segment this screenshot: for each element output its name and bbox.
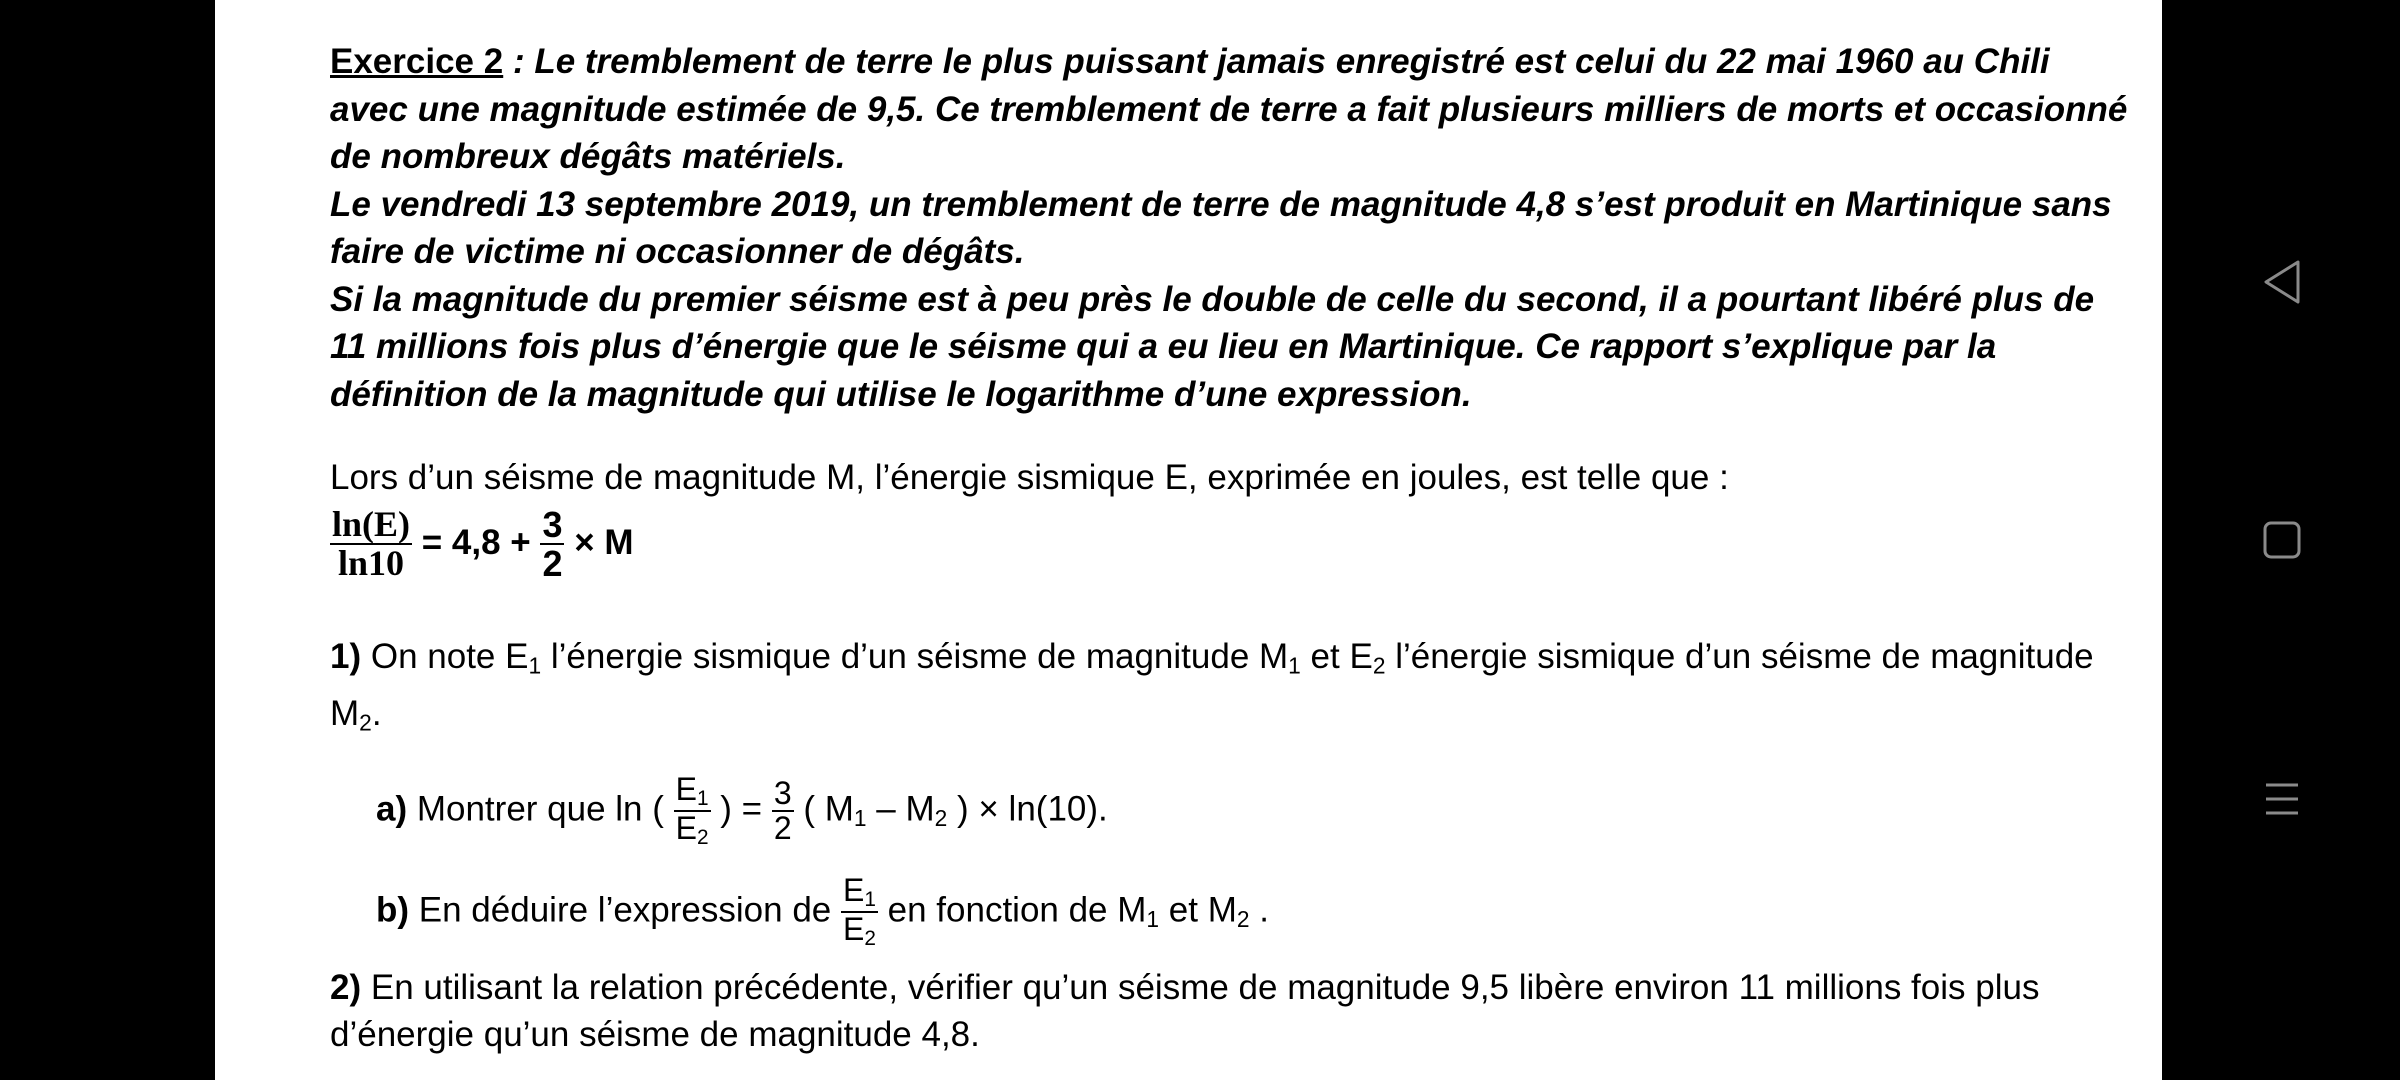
q1-text-b: l’énergie sismique d’un séisme de magnitude M (541, 637, 1289, 677)
qb-label: b) (376, 889, 410, 929)
qb-sub2: 2 (1236, 905, 1250, 932)
question-1a (330, 773, 2130, 849)
menu-icon (2264, 781, 2300, 817)
label-separator: : (503, 42, 535, 81)
formula-num2: 3 (542, 503, 563, 545)
qa-frac-den-sub: 2 (696, 826, 709, 850)
question-1b (330, 871, 2130, 950)
qa-frac-den-e: E (675, 810, 697, 847)
formula-num: ln(E) (332, 503, 411, 544)
qa-fraction-3-2 (772, 774, 794, 847)
qb-frac-num (841, 871, 878, 913)
q1-label: 1) (330, 637, 362, 677)
qa-label: a) (376, 789, 408, 829)
energy-formula (330, 503, 2130, 585)
q1-sub4: 2 (359, 709, 372, 736)
qa-frac-num (674, 773, 711, 812)
qb-frac-num-sub: 1 (864, 887, 876, 911)
intro-paragraph-2: Le vendredi 13 septembre 2019, un tremblement de terre de magnitude 4,8 s’est produit en Martinique sans faire de victime ni occasionner de dégâts. (330, 184, 2112, 271)
qa-text-e: ) × ln(10). (947, 789, 1108, 829)
formula-end: × M (564, 522, 634, 562)
q1-text-d: l’énergie sismique d’un séisme de magnitude M (330, 637, 2094, 734)
q1-text-c: et E (1300, 637, 1373, 677)
exercise-label: Exercice 2 (330, 42, 504, 81)
qb-text-b: en fonction de M (877, 889, 1147, 929)
qa-fraction-e (674, 773, 711, 849)
q1-text-e: . (371, 694, 382, 734)
formula-fraction-ln (330, 503, 412, 584)
intro-text-1: Le tremblement de terre le plus puissant jamais enregistré est celui du 22 mai 1960 au Chili avec une magnitude estimée de 9,5. Ce tremblement de terre a fait plusieurs milliers de morts et occasionné de nombreux dégâts matériels. (330, 42, 2128, 176)
qb-frac-den-sub: 2 (864, 926, 876, 950)
q2-text: En utilisant la relation précédente, vérifier qu’un séisme de magnitude 9,5 libère environ 11 millions fois plus d’énergie qu’un séisme de magnitude 4,8. (330, 967, 2040, 1055)
home-icon (2262, 520, 2302, 560)
qa-frac-den (674, 812, 711, 849)
exercise-content (330, 38, 2130, 1059)
qb-text-a: En déduire l’expression de (409, 889, 841, 929)
qb-fraction-e (841, 871, 878, 950)
q1-sub3: 2 (1372, 652, 1386, 679)
q2-label: 2) (330, 967, 362, 1007)
exercise-intro (330, 38, 2130, 418)
menu-button[interactable] (2247, 764, 2317, 834)
formula-fraction-3-2 (540, 503, 564, 585)
qa-text-a: Montrer que ln ( (407, 789, 674, 829)
q1-text-a: On note E (361, 637, 529, 677)
qa-frac-num-sub: 1 (696, 787, 709, 811)
question-2 (330, 964, 2130, 1059)
qa-text-d: – M (866, 789, 935, 829)
formula-middle: = 4,8 + (412, 522, 541, 562)
qb-frac-den-e: E (842, 910, 865, 947)
qb-sub1: 1 (1146, 905, 1160, 932)
qa-text-b: ) = (710, 789, 772, 829)
qb-text-d: . (1249, 889, 1269, 929)
q1-sub1: 1 (528, 652, 542, 679)
qb-frac-den (841, 910, 878, 950)
q1-sub2: 1 (1288, 652, 1301, 679)
qa-sub2: 2 (934, 805, 948, 832)
qb-text-c: et M (1159, 889, 1237, 929)
qa-frac-num-e: E (675, 771, 697, 808)
qa-n: 3 (773, 774, 792, 811)
formula-den2: 2 (542, 543, 563, 585)
statement: Lors d’un séisme de magnitude M, l’énergie sismique E, exprimée en joules, est telle que : (330, 458, 1729, 497)
intro-paragraph-3: Si la magnitude du premier séisme est à peu près le double de celle du second, il a pourtant libéré plus de 11 millions fois plus d’énergie que le séisme qui a eu lieu en Martinique. Ce rapport s’explique par la définition de la magnitude qui utilise le logarithme d’une expression. (330, 279, 2095, 414)
qa-text-c: ( M (793, 789, 854, 829)
qb-frac-num-e: E (842, 871, 865, 908)
back-icon (2260, 258, 2304, 306)
intro-paragraph-1 (330, 38, 2130, 181)
home-button[interactable] (2247, 505, 2317, 575)
question-1 (330, 633, 2130, 747)
qa-sub1: 1 (853, 805, 867, 832)
android-nav-bar (2162, 0, 2400, 1080)
formula-den: ln10 (337, 543, 405, 584)
qa-d: 2 (773, 810, 792, 847)
document-page (215, 0, 2162, 1080)
back-button[interactable] (2247, 247, 2317, 317)
